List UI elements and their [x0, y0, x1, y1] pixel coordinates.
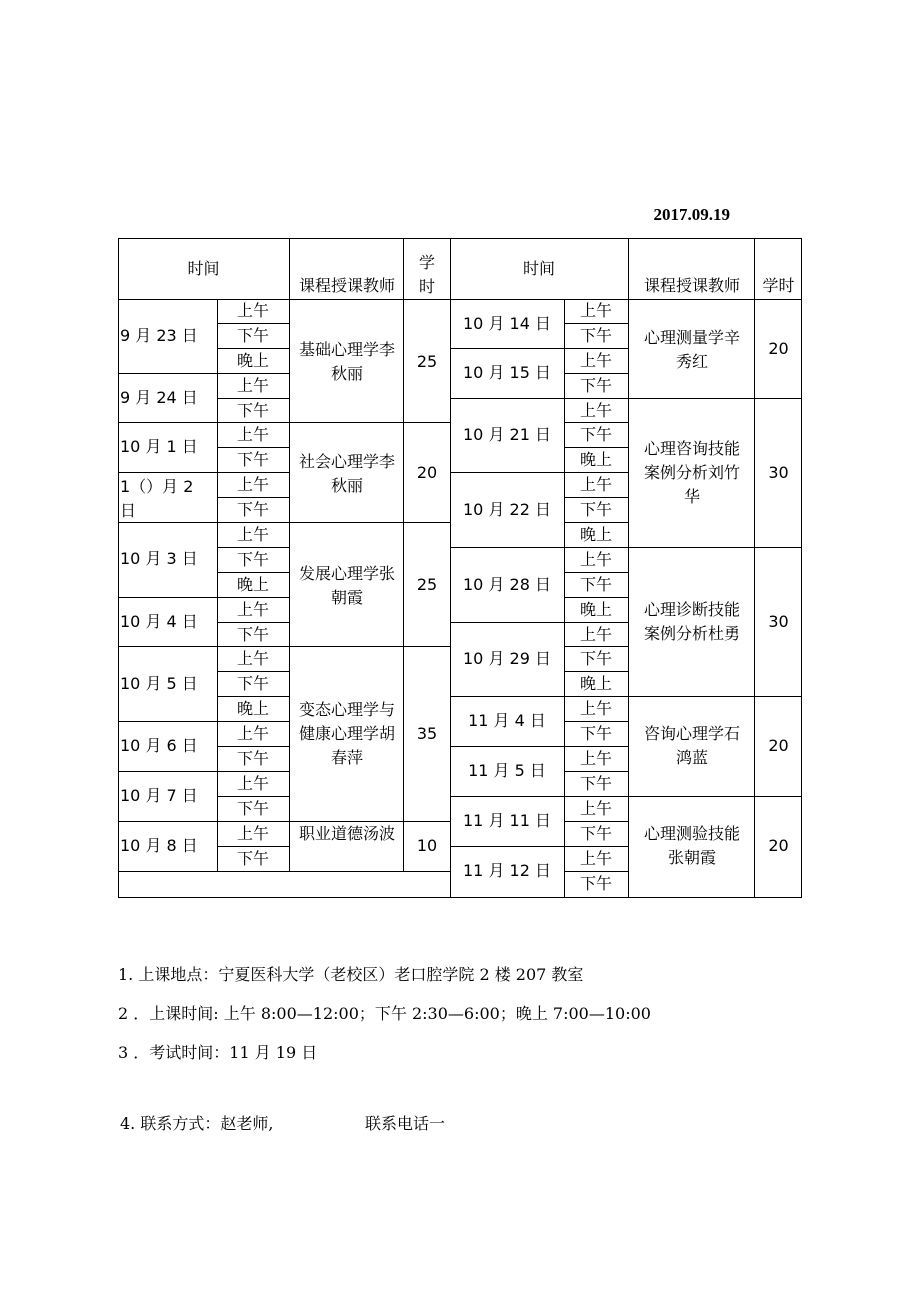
right-period-cell: 上午: [579, 849, 612, 868]
left-course-hours: 20: [416, 463, 438, 482]
right-course-hours: 30: [768, 463, 789, 482]
left-period-cell: 下午: [236, 550, 269, 569]
right-period-cell: 上午: [579, 401, 612, 420]
left-period-cell: 上午: [236, 649, 269, 668]
left-day: 10 月 1 日: [120, 437, 198, 456]
left-course-hours: 35: [416, 724, 438, 743]
right-day: 11 月 12 日: [463, 861, 551, 880]
header-hours-left-1: 学: [418, 253, 435, 272]
right-day: 10 月 29 日: [463, 649, 551, 668]
right-day: 11 月 11 日: [463, 811, 551, 830]
note-contact-phone: 联系电话一: [365, 1114, 446, 1133]
left-day: 10 月 4 日: [120, 612, 198, 631]
left-period-cell: 上午: [236, 724, 269, 743]
right-day: 10 月 28 日: [463, 575, 551, 594]
left-course: 职业道德汤波: [298, 824, 395, 843]
right-period-cell: 晚上: [579, 525, 612, 544]
left-period-cell: 下午: [236, 749, 269, 768]
right-period-cell: 晚上: [579, 600, 612, 619]
right-period-cell: 上午: [579, 550, 612, 569]
right-period-cell: 上午: [579, 625, 612, 644]
left-day: 1（）月 2: [120, 477, 194, 496]
left-period-cell: 下午: [236, 799, 269, 818]
right-period-cell: 下午: [579, 575, 612, 594]
left-day: 10 月 8 日: [120, 836, 198, 855]
left-course-hours: 25: [416, 352, 438, 371]
left-period-cell: 晚上: [236, 351, 269, 370]
left-period-cell: 上午: [236, 824, 269, 843]
left-course-hours: 10: [416, 836, 438, 855]
header-hours-right: 学时: [762, 276, 795, 295]
right-period-cell: 下午: [579, 874, 612, 893]
right-period-cell: 上午: [579, 749, 612, 768]
right-course-hours: 20: [768, 836, 789, 855]
right-course-hours: 30: [768, 612, 789, 631]
left-period-cell: 上午: [236, 774, 269, 793]
left-course: 发展心理学张 朝霞: [298, 564, 395, 607]
left-day: 10 月 3 日: [120, 549, 198, 568]
left-day: 10 月 7 日: [120, 786, 198, 805]
right-course-hours: 20: [768, 339, 789, 358]
right-period-cell: 晚上: [579, 674, 612, 693]
right-course: 心理诊断技能 案例分析杜勇: [643, 600, 740, 643]
right-course: 心理测量学辛 秀红: [643, 328, 740, 371]
right-course: 咨询心理学石 鸿蓝: [643, 724, 740, 767]
left-period-cell: 上午: [236, 376, 269, 395]
left-period-cell: 下午: [236, 849, 269, 868]
left-day: 日: [120, 501, 137, 520]
right-period-cell: 上午: [579, 699, 612, 718]
left-period-cell: 下午: [236, 674, 269, 693]
header-course-left: 课程授课教师: [298, 276, 395, 295]
left-period-cell: 上午: [236, 525, 269, 544]
left-period-cell: 上午: [236, 425, 269, 444]
left-day: 9 月 24 日: [120, 388, 198, 407]
right-period-cell: 上午: [579, 799, 612, 818]
right-course: 心理咨询技能 案例分析刘竹 华: [643, 439, 740, 506]
right-period-cell: 下午: [579, 774, 612, 793]
right-day: 10 月 15 日: [463, 363, 551, 382]
left-period-cell: 上午: [236, 475, 269, 494]
right-day: 11 月 5 日: [468, 761, 546, 780]
note-class-time: 2 ．上课时间: 上午 8:00—12:00；下午 2:30—6:00；晚上 7:00—10:00: [118, 1004, 651, 1023]
left-course: 变态心理学与 健康心理学胡 春萍: [298, 700, 395, 767]
right-course: 心理测验技能 张朝霞: [643, 824, 740, 867]
left-course: 社会心理学李 秋丽: [298, 452, 395, 495]
left-period-cell: 下午: [236, 401, 269, 420]
header-hours-left-2: 时: [418, 277, 435, 296]
right-day: 10 月 22 日: [463, 500, 551, 519]
note-exam-time: 3 ．考试时间：11 月 19 日: [118, 1043, 318, 1062]
left-period-cell: 下午: [236, 500, 269, 519]
right-period-cell: 下午: [579, 649, 612, 668]
right-period-cell: 下午: [579, 376, 612, 395]
right-period-cell: 晚上: [579, 450, 612, 469]
right-course-hours: 20: [768, 736, 789, 755]
right-day: 11 月 4 日: [468, 711, 546, 730]
left-course: 基础心理学李 秋丽: [298, 340, 395, 383]
left-period-cell: 上午: [236, 301, 269, 320]
right-period-cell: 下午: [579, 500, 612, 519]
right-period-cell: 上午: [579, 351, 612, 370]
right-day: 10 月 21 日: [463, 425, 551, 444]
right-period-cell: 下午: [579, 326, 612, 345]
right-period-cell: 下午: [579, 824, 612, 843]
left-period-cell: 晚上: [236, 699, 269, 718]
right-day: 10 月 14 日: [463, 314, 551, 333]
right-period-cell: 下午: [579, 724, 612, 743]
note-location: 1. 上课地点：宁夏医科大学（老校区）老口腔学院 2 楼 207 教室: [118, 965, 584, 984]
left-period-cell: 晚上: [236, 575, 269, 594]
header-time-right: 时间: [522, 259, 555, 278]
left-day: 10 月 6 日: [120, 736, 198, 755]
left-period-cell: 下午: [236, 326, 269, 345]
right-period-cell: 下午: [579, 425, 612, 444]
left-period-cell: 下午: [236, 625, 269, 644]
left-day: 9 月 23 日: [120, 326, 198, 345]
header-time-left: 时间: [187, 259, 220, 278]
header-course-right: 课程授课教师: [643, 276, 740, 295]
left-period-cell: 下午: [236, 450, 269, 469]
left-course-hours: 25: [416, 575, 438, 594]
left-day: 10 月 5 日: [120, 674, 198, 693]
left-period-cell: 上午: [236, 600, 269, 619]
document-date: 2017.09.19: [653, 205, 730, 224]
note-contact: 4. 联系方式：赵老师,: [120, 1114, 274, 1133]
right-period-cell: 上午: [579, 301, 612, 320]
right-period-cell: 上午: [579, 475, 612, 494]
